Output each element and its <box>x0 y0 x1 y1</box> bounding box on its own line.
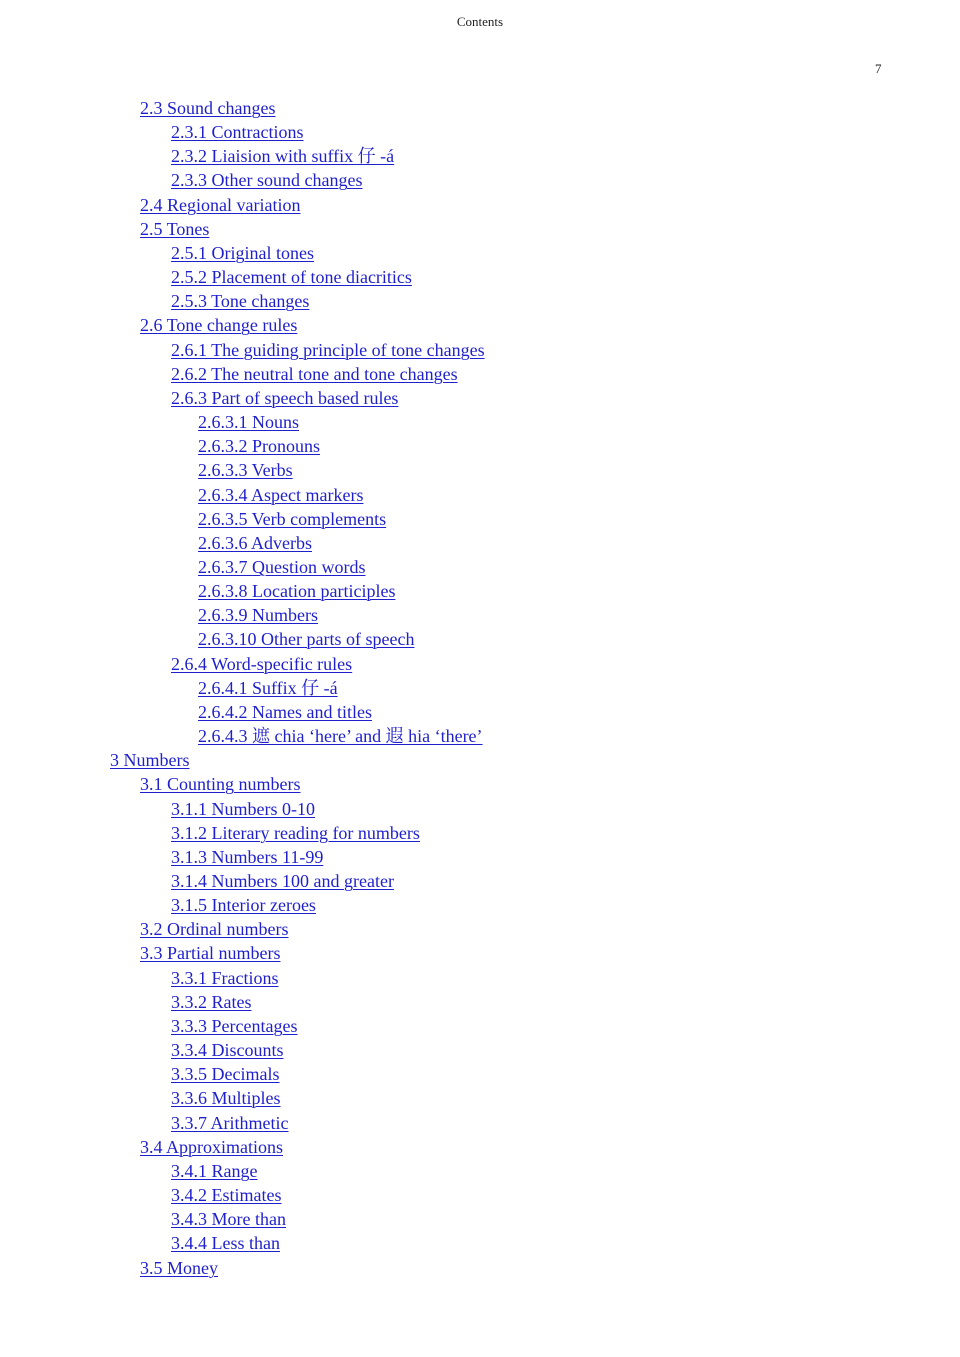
toc-entry <box>0 531 960 555</box>
toc-link-3-4-3[interactable]: 3.4.3 More than <box>171 1209 286 1230</box>
toc-entry <box>0 724 960 748</box>
toc-entry <box>0 652 960 676</box>
toc-link-2-3[interactable]: 2.3 Sound changes <box>140 98 276 118</box>
toc-link-2-5-3[interactable]: 2.5.3 Tone changes <box>171 291 310 312</box>
toc-link-2-6-3-10[interactable]: 2.6.3.10 Other parts of speech <box>198 629 415 650</box>
toc-entry <box>0 265 960 289</box>
toc-entry <box>0 1135 960 1159</box>
toc-entry <box>0 313 960 337</box>
toc-link-3-1-2[interactable]: 3.1.2 Literary reading for numbers <box>171 822 420 843</box>
toc-entry <box>0 386 960 410</box>
toc-entry <box>0 1183 960 1207</box>
toc-entry <box>0 1159 960 1183</box>
toc-link-2-5[interactable]: 2.5 Tones <box>140 218 210 239</box>
toc-link-2-6-4-2[interactable]: 2.6.4.2 Names and titles <box>198 701 372 722</box>
toc-link-2-3-2[interactable]: 2.3.2 Liaision with suffix 仔 -á <box>171 146 395 167</box>
toc-link-2-6-3-3[interactable]: 2.6.3.3 Verbs <box>198 460 293 481</box>
toc-link-3-4-2[interactable]: 3.4.2 Estimates <box>171 1185 282 1206</box>
toc-entry <box>0 917 960 941</box>
toc-link-3-3-2[interactable]: 3.3.2 Rates <box>171 991 252 1012</box>
toc-link-3-1-5[interactable]: 3.1.5 Interior zeroes <box>171 895 316 916</box>
toc-link-2-6-3-1[interactable]: 2.6.3.1 Nouns <box>198 412 300 433</box>
toc-entry <box>0 797 960 821</box>
toc-entry <box>0 700 960 724</box>
toc-entry <box>0 941 960 965</box>
toc-entry <box>0 507 960 531</box>
toc-link-2-6-3-6[interactable]: 2.6.3.6 Adverbs <box>198 532 312 553</box>
toc-entry <box>0 821 960 845</box>
toc-entry <box>0 144 960 168</box>
toc-link-3-3-6[interactable]: 3.3.6 Multiples <box>171 1088 281 1109</box>
toc-link-3-3-7[interactable]: 3.3.7 Arithmetic <box>171 1112 289 1133</box>
toc-entry <box>0 627 960 651</box>
toc-entry <box>0 1231 960 1255</box>
toc-link-3-3-3[interactable]: 3.3.3 Percentages <box>171 1015 298 1036</box>
toc-entry <box>0 458 960 482</box>
toc-link-3-1-1[interactable]: 3.1.1 Numbers 0-10 <box>171 798 315 819</box>
toc-link-2-6-4-3[interactable]: 2.6.4.3 遮 chia ‘here’ and 遐 hia ‘there’ <box>198 726 483 747</box>
toc-entry <box>0 1086 960 1110</box>
toc-link-2-6[interactable]: 2.6 Tone change rules <box>140 315 298 336</box>
toc-entry <box>0 168 960 192</box>
toc-link-2-5-1[interactable]: 2.5.1 Original tones <box>171 242 314 263</box>
toc-entry <box>0 748 960 772</box>
toc-entry <box>0 96 960 120</box>
toc-link-2-6-4[interactable]: 2.6.4 Word-specific rules <box>171 653 353 674</box>
toc-link-3-4-4[interactable]: 3.4.4 Less than <box>171 1233 280 1254</box>
toc-entry <box>0 338 960 362</box>
toc-link-2-6-1[interactable]: 2.6.1 The guiding principle of tone changes <box>171 339 485 360</box>
toc-link-2-6-3-9[interactable]: 2.6.3.9 Numbers <box>198 605 318 626</box>
toc-link-3[interactable]: 3 Numbers <box>110 750 190 771</box>
toc-link-3-3-5[interactable]: 3.3.5 Decimals <box>171 1064 280 1085</box>
toc-entry <box>0 555 960 579</box>
toc-entry <box>0 603 960 627</box>
toc-entry <box>0 893 960 917</box>
toc-entry <box>0 193 960 217</box>
toc-link-2-6-3[interactable]: 2.6.3 Part of speech based rules <box>171 387 399 408</box>
toc-link-2-6-3-2[interactable]: 2.6.3.2 Pronouns <box>198 436 321 457</box>
toc-link-3-5[interactable]: 3.5 Money <box>140 1257 218 1278</box>
toc-link-2-3-1[interactable]: 2.3.1 Contractions <box>171 122 304 143</box>
toc-link-2-6-3-7[interactable]: 2.6.3.7 Question words <box>198 556 366 577</box>
toc-entry <box>0 990 960 1014</box>
toc-link-2-6-2[interactable]: 2.6.2 The neutral tone and tone changes <box>171 363 458 384</box>
toc-entry <box>0 676 960 700</box>
toc-link-2-3-3[interactable]: 2.3.3 Other sound changes <box>171 170 363 191</box>
toc-link-3-1-3[interactable]: 3.1.3 Numbers 11-99 <box>171 846 324 867</box>
toc-link-2-5-2[interactable]: 2.5.2 Placement of tone diacritics <box>171 267 412 288</box>
toc-entry <box>0 1014 960 1038</box>
toc-entry <box>0 434 960 458</box>
page-number: 7 <box>875 61 882 76</box>
toc-link-3-1-4[interactable]: 3.1.4 Numbers 100 and greater <box>171 871 394 891</box>
toc-entry <box>0 772 960 796</box>
toc-entry <box>0 289 960 313</box>
toc-link-2-6-3-5[interactable]: 2.6.3.5 Verb complements <box>198 508 387 529</box>
toc-link-2-6-3-8[interactable]: 2.6.3.8 Location participles <box>198 581 396 602</box>
toc-entry <box>0 1062 960 1086</box>
toc-link-2-6-4-1[interactable]: 2.6.4.1 Suffix 仔 -á <box>198 677 338 698</box>
toc-entry <box>0 1256 960 1280</box>
toc-entry <box>0 1038 960 1062</box>
toc-entry <box>0 1207 960 1231</box>
running-header-title: Contents <box>456 14 504 29</box>
toc-entry <box>0 120 960 144</box>
toc-link-3-3-4[interactable]: 3.3.4 Discounts <box>171 1040 284 1061</box>
toc-link-3-4-1[interactable]: 3.4.1 Range <box>171 1160 258 1181</box>
toc-link-3-1[interactable]: 3.1 Counting numbers <box>140 774 301 795</box>
toc-link-3-2[interactable]: 3.2 Ordinal numbers <box>140 919 289 940</box>
toc-link-3-3[interactable]: 3.3 Partial numbers <box>140 943 281 964</box>
toc-link-3-3-1[interactable]: 3.3.1 Fractions <box>171 967 279 988</box>
toc-entry <box>0 362 960 386</box>
toc-entry <box>0 845 960 869</box>
toc-entry <box>0 966 960 990</box>
toc-entry <box>0 869 960 893</box>
toc-entry <box>0 579 960 603</box>
toc-entry <box>0 1111 960 1135</box>
toc-link-3-4[interactable]: 3.4 Approximations <box>140 1136 283 1157</box>
table-of-contents <box>0 96 960 1280</box>
toc-entry <box>0 241 960 265</box>
toc-link-2-4[interactable]: 2.4 Regional variation <box>140 194 301 215</box>
toc-entry <box>0 483 960 507</box>
toc-entry <box>0 217 960 241</box>
toc-link-2-6-3-4[interactable]: 2.6.3.4 Aspect markers <box>198 484 364 505</box>
toc-entry <box>0 410 960 434</box>
